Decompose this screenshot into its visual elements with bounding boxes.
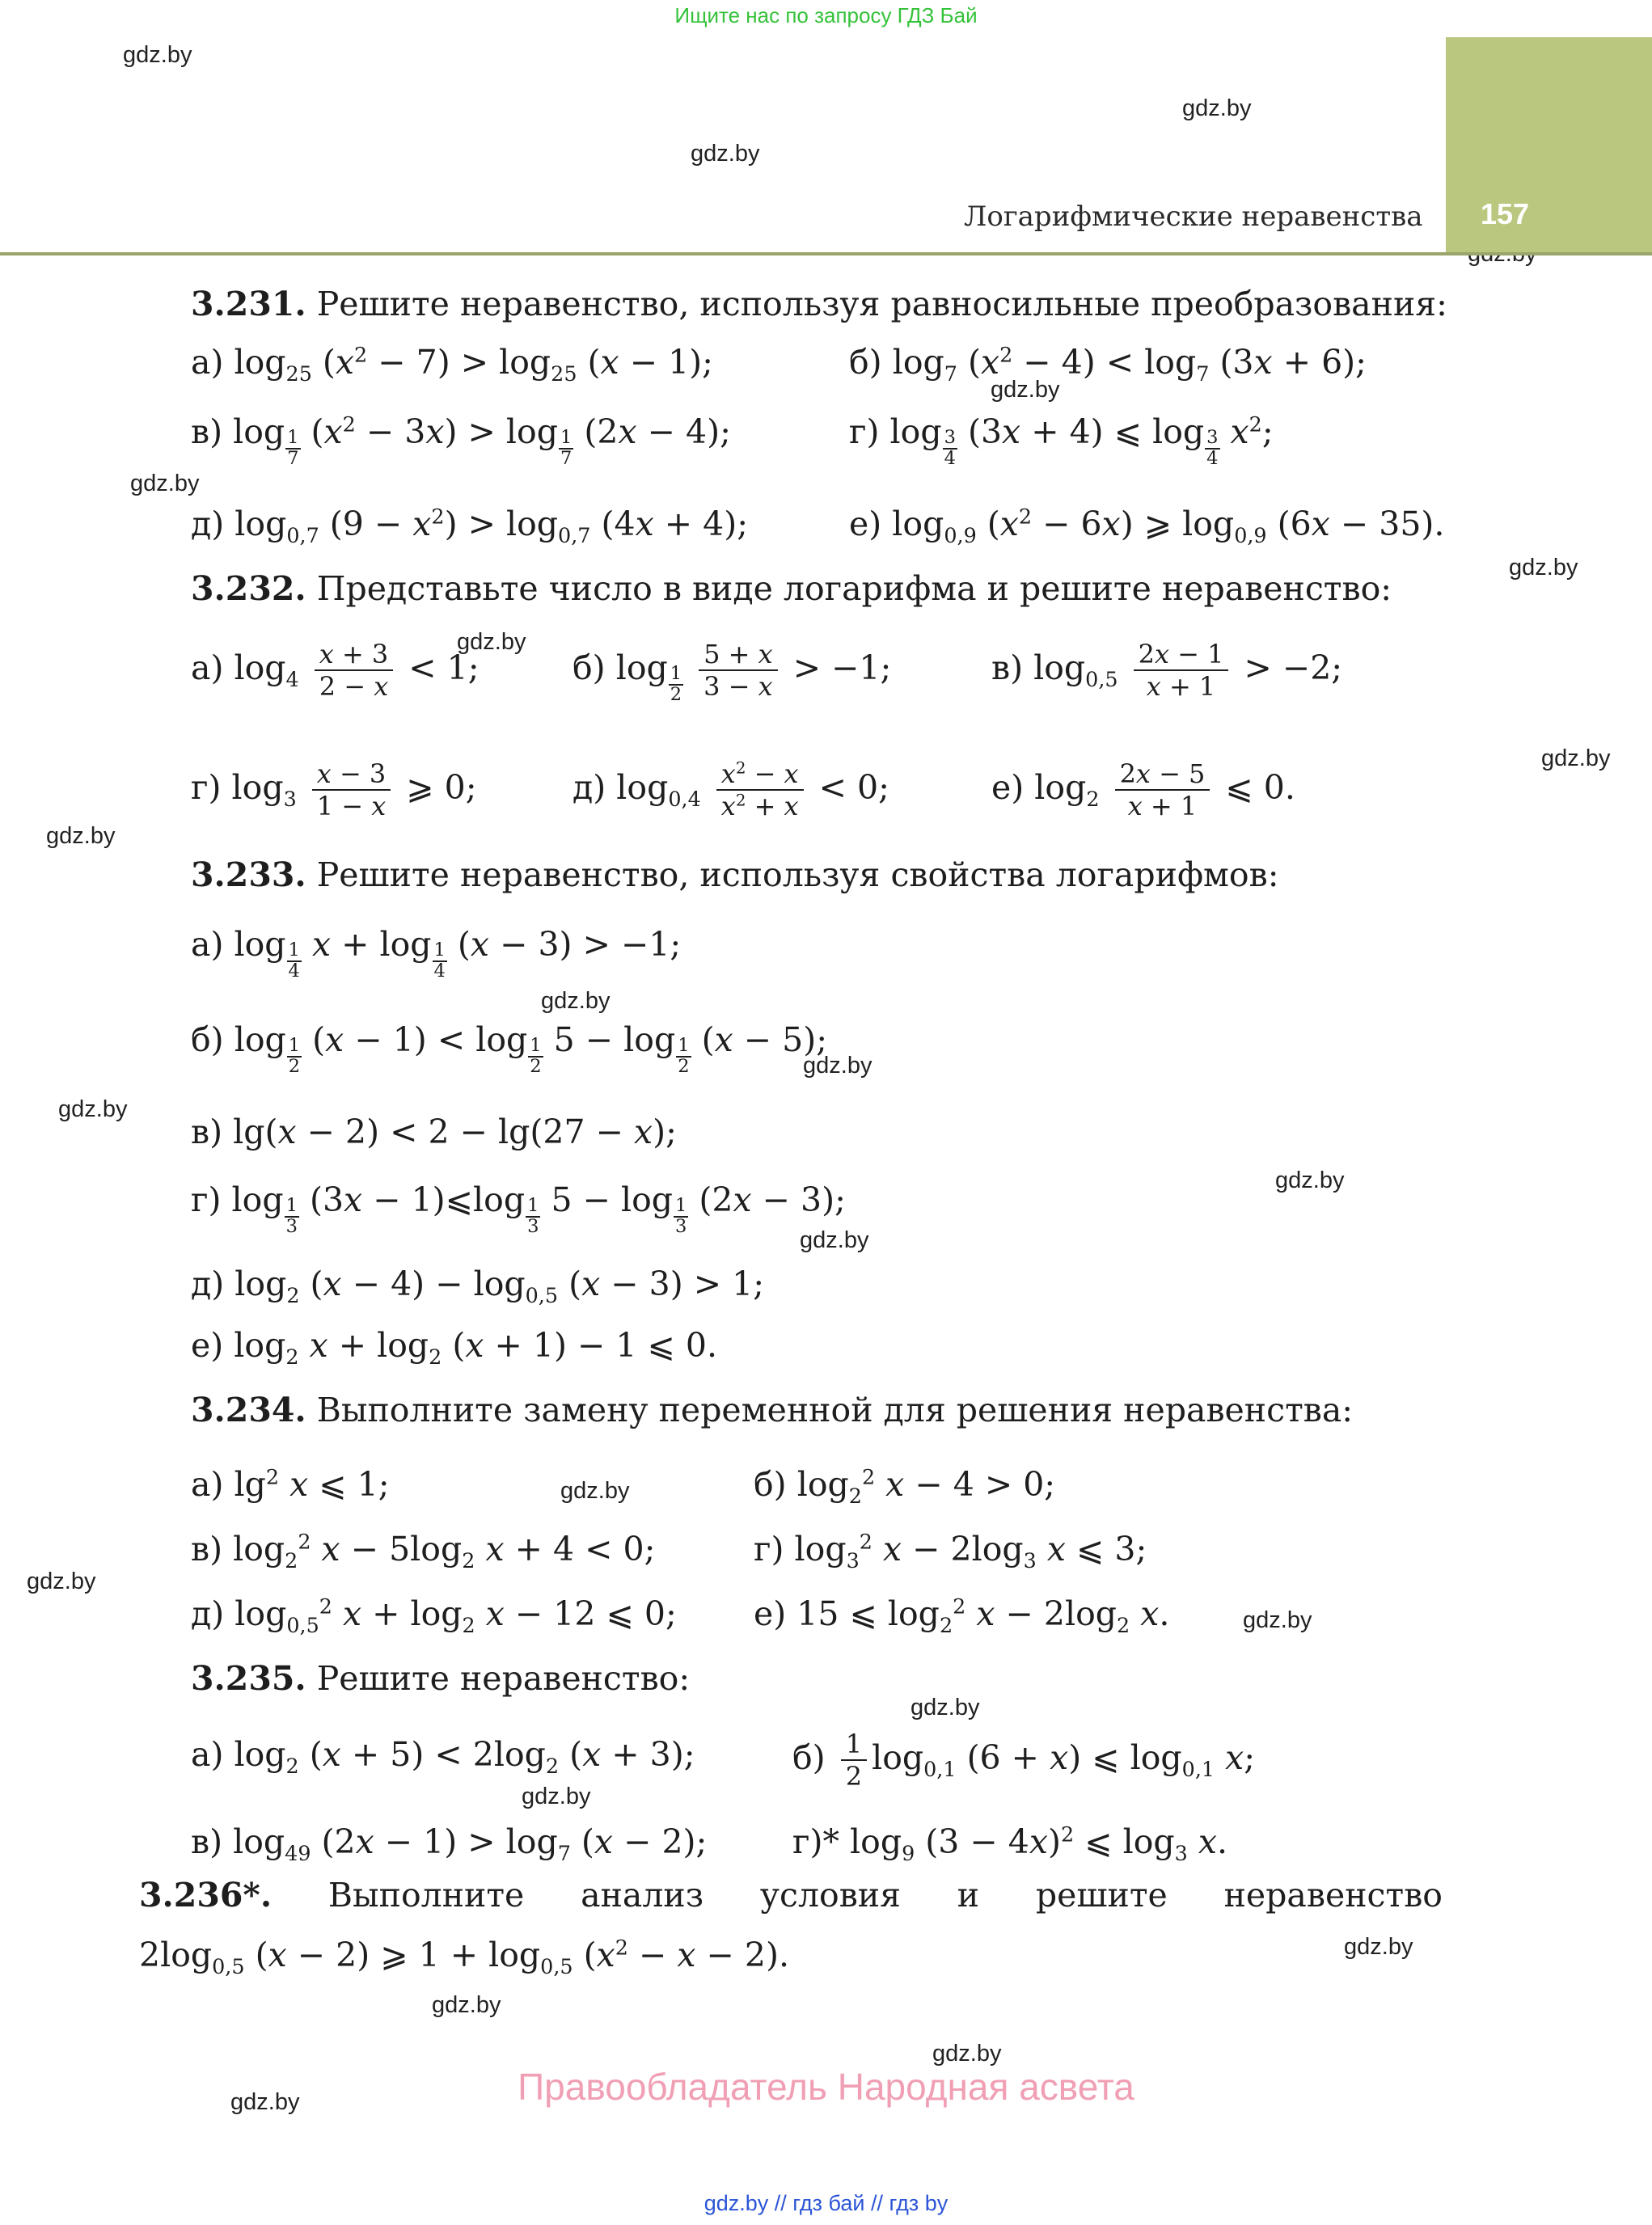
problem-3-231-e: е) $\log_{0,9} (x^2 - 6x)$ ⩾ $\log_{0,9} (6x - 35)$. (849, 504, 1445, 548)
problem-3-236-heading: 3.236*. Выполните анализ условия и решите неравенство (139, 1876, 1443, 1915)
problem-3-231-a: а) $\log_{25} (x^2 - 7) > \log_{25} (x - 1)$; (191, 342, 713, 386)
running-header: Логарифмические неравенства (964, 201, 1423, 233)
watermark: gdz.by (911, 1695, 980, 1720)
watermark: gdz.by (46, 823, 116, 849)
problem-3-234-heading: 3.234. Выполните замену переменной для решения неравенства: (191, 1391, 1354, 1429)
watermark: gdz.by (1344, 1934, 1413, 1960)
watermark: gdz.by (1541, 745, 1611, 771)
problem-3-235-a: а) $\log_2 (x + 5) < 2\log_2$ (x + 3); (191, 1735, 695, 1779)
watermark: gdz.by (1182, 95, 1252, 121)
watermark: gdz.by (1275, 1167, 1345, 1193)
problem-3-234-g: г) $\log_3^2 x - 2\log_3$ x ⩽ 3; (754, 1529, 1147, 1573)
watermark: gdz.by (991, 377, 1060, 403)
copyright-footer: Правообладатель Народная асвета (518, 2066, 1134, 2108)
top-banner[interactable]: Ищите нас по запросу ГДЗ Бай (674, 3, 978, 27)
watermark: gdz.by (130, 471, 200, 496)
footer-links[interactable]: gdz.by // гдз бай // гдз by (703, 2191, 949, 2215)
watermark: gdz.by (123, 42, 192, 68)
problem-3-234-v: в) $\log_2^2 x - 5\log_2$ x + 4 < 0; (191, 1529, 656, 1573)
problem-3-233-v: в) lg(x − 2) < 2 − lg(27 − x); (191, 1112, 677, 1151)
watermark: gdz.by (230, 2089, 300, 2115)
watermark: gdz.by (541, 988, 611, 1014)
problem-3-231-d: д) $\log_{0,7} (9 - x^2) > \log_{0,7} (4x + 4)$; (191, 504, 749, 548)
problem-3-231-heading: 3.231. Решите неравенство, используя равносильные преобразования: (191, 285, 1447, 323)
problem-3-231-v: в) log $\frac{1}{7}$ $(x^2 - 3x) > \log$ $\frac{1}{7}$ (2x − 4); (191, 412, 731, 469)
problem-3-236-formula: $2\log_{0,5}$ (x − 2) ⩾ $1 + \log_{0,5} (x^2 - x - 2)$. (139, 1935, 789, 1979)
watermark: gdz.by (560, 1478, 630, 1504)
header-rule (0, 252, 1652, 255)
watermark: gdz.by (27, 1568, 96, 1594)
watermark: gdz.by (800, 1227, 869, 1253)
problem-3-232-a: а) $\log_4$ $\frac{x + 3}{2 - x}$ < 1; (191, 639, 480, 703)
page-number: 157 (1480, 197, 1530, 230)
watermark: gdz.by (432, 1992, 501, 2018)
problem-3-233-a: а) log $\frac{1}{4}$ x + log $\frac{1}{4}$ (x − 3) > −1; (191, 925, 682, 982)
problem-3-232-d: д) $\log_{0,4}$ $\frac{x^2 - x}{x^2 + x}$ < 0; (572, 758, 889, 822)
watermark: gdz.by (1243, 1607, 1312, 1633)
problem-3-233-d: д) $\log_2 (x - 4) - \log_{0,5} (x - 3) > 1$; (191, 1264, 765, 1308)
problem-3-235-g: г)* $\log_9 (3 - 4x)^2$ ⩽ $\log_3 x$. (792, 1822, 1228, 1866)
problem-3-231-b: б) $\log_7 (x^2 - 4) < \log_7 (3x + 6)$; (849, 342, 1367, 386)
problem-3-232-e: е) $\log_2$ $\frac{2x - 5}{x + 1}$ ⩽ 0. (991, 758, 1295, 822)
problem-3-232-v: в) $\log_{0,5}$ $\frac{2x - 1}{x + 1}$ > −2; (991, 639, 1343, 703)
problem-3-232-g: г) $\log_3$ $\frac{x - 3}{1 - x}$ ⩾ 0; (191, 758, 477, 822)
problem-3-235-heading: 3.235. Решите неравенство: (191, 1659, 691, 1698)
problem-3-232-heading: 3.232. Представьте число в виде логарифма и решите неравенство: (191, 569, 1392, 608)
problem-3-234-a: а) $\lg^2 x$ ⩽ 1; (191, 1464, 390, 1504)
problem-3-233-heading: 3.233. Решите неравенство, используя свойства логарифмов: (191, 855, 1279, 894)
watermark: gdz.by (58, 1096, 128, 1122)
problem-3-231-g: г) log $\frac{3}{4}$ (3x + 4) ⩽ log $\frac{3}{4}$ $x^2$; (849, 412, 1274, 469)
problem-3-232-b: б) log $\frac{1}{2}$ $\frac{5 + x}{3 - x}$ > −1; (572, 639, 892, 705)
watermark: gdz.by (1509, 555, 1578, 581)
problem-3-234-b: б) $\log_2^2 x - 4 > 0$; (754, 1464, 1056, 1509)
problem-3-235-b: б) $\frac{1}{2}$ $\log_{0,1} (6 + x)$ ⩽ $\log_{0,1} x$; (792, 1729, 1256, 1792)
watermark: gdz.by (803, 1053, 872, 1079)
watermark: gdz.by (932, 2041, 1002, 2067)
problem-3-233-g: г) log $\frac{1}{3}$ (3x − 1)⩽log $\frac{1}{3}$ 5 − log $\frac{1}{3}$ (2x − 3); (191, 1180, 846, 1237)
problem-3-233-e: е) $\log_2 x + \log_2 (x + 1) - 1$ ⩽ 0. (191, 1326, 718, 1370)
watermark: gdz.by (691, 141, 760, 167)
problem-3-233-b: б) log $\frac{1}{2}$ (x − 1) < log $\frac{1}{2}$ 5 − log $\frac{1}{2}$ (x − 5); (191, 1020, 828, 1077)
problem-3-234-d: д) $\log_{0,5}^2 x + \log_2 x - 12$ ⩽ 0; (191, 1594, 677, 1638)
watermark: gdz.by (522, 1784, 591, 1809)
watermark: gdz.by (457, 629, 526, 655)
problem-3-235-v: в) $\log_{49} (2x - 1) > \log_7 (x - 2)$; (191, 1822, 708, 1866)
problem-3-234-e: е) 15 ⩽ $\log_2^2 x - 2\log_2$ x. (754, 1594, 1170, 1638)
